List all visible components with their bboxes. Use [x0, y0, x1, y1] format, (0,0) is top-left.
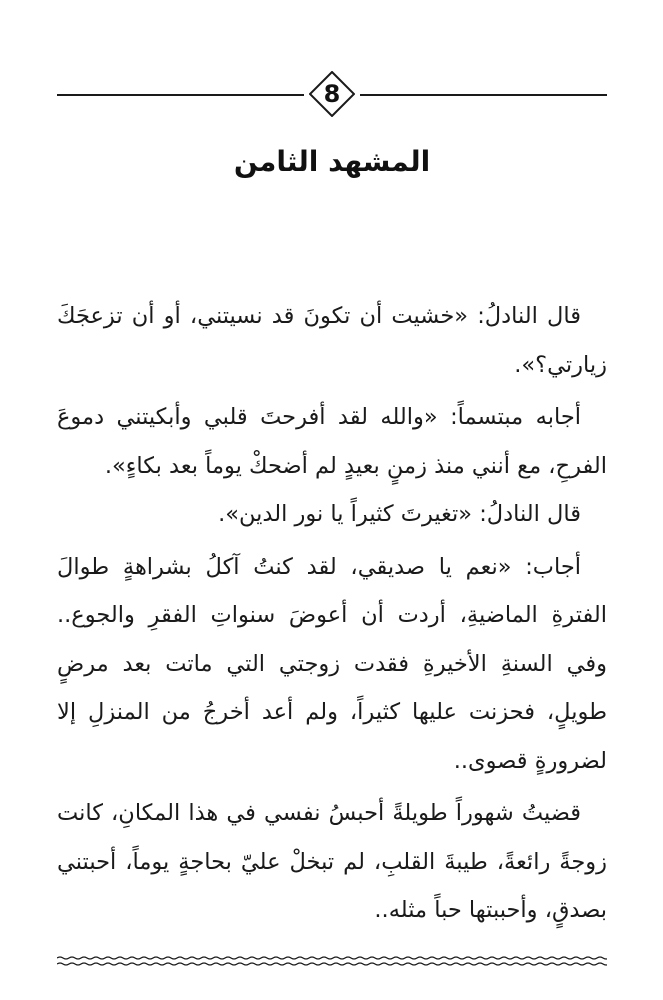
paragraph: قال النادلُ: «تغيرتَ كثيراً يا نور الدين».: [218, 501, 581, 527]
paragraph: قال النادلُ: «خشيت أن تكونَ قد نسيتني، أو أن تزعجَكَ زيارتي؟».: [57, 303, 607, 378]
header-rule-left: [57, 94, 304, 96]
page-number: 8: [323, 80, 341, 108]
paragraph: قضيتُ شهوراً طويلةً أحبسُ نفسي في هذا المكانِ، كانت زوجةً رائعةً، طيبةَ القلبِ، لم تبخلْ عليّ بحاجةٍ يوماً، أحبتني بصدقٍ، وأحببتها حباً مثله..: [57, 800, 607, 923]
body-text: [57, 292, 607, 939]
footer-wave-divider: [57, 954, 607, 968]
header-rule-right: [360, 94, 607, 96]
chapter-title: المشهد الثامن: [233, 145, 431, 178]
paragraph: أجابه مبتسماً: «والله لقد أفرحتَ قلبي وأبكيتني دموعَ الفرحِ، مع أنني منذ زمنٍ بعيدٍ لم أضحكْ يوماً بعد بكاءٍ».: [57, 404, 607, 479]
paragraph: أجاب: «نعم يا صديقي، لقد كنتُ آكلُ بشراهةٍ طوالَ الفترةِ الماضيةِ، أردت أن أعوضَ سنواتِ الفقرِ والجوع.. وفي السنةِ الأخيرةِ فقدت زوجتي التي ماتت بعد مرضٍ طويلٍ، فحزنت عليها كثيراً، ولم أعد أخرجُ من المنزلِ إلا لضرورةٍ قصوى..: [57, 553, 607, 774]
